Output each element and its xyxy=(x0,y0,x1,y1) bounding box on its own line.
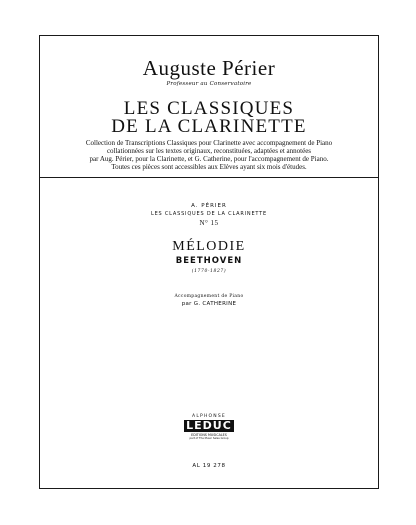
publisher-logo xyxy=(184,414,234,452)
logo-main-text: LEDUC xyxy=(184,420,234,432)
series-header-panel xyxy=(40,36,378,178)
series-title-line-2: DE LA CLARINETTE xyxy=(111,116,307,137)
series-title-line-1: LES CLASSIQUES xyxy=(123,98,295,119)
description-line: collationnées sur les textes originaux, reconstituées, adaptées et annotées xyxy=(106,147,312,155)
work-title: MÉLODIE xyxy=(172,239,246,254)
description-line: Toutes ces pièces sont accessibles aux Elèves ayant six mois d'études. xyxy=(111,163,307,171)
collection-name: LES CLASSIQUES DE LA CLARINETTE xyxy=(150,211,267,217)
work-author: A. PÉRIER xyxy=(191,203,227,209)
author-name: Auguste Périer xyxy=(142,56,276,80)
description-line: Collection de Transcriptions Classiques pour Clarinette avec accompagnement de Piano xyxy=(85,139,333,147)
accompaniment-label: Accompagnement de Piano xyxy=(174,294,244,299)
logo-sub-text: EDITIONS MUSICALES xyxy=(191,433,227,437)
series-description xyxy=(40,139,378,171)
author-role: Professeur au Conservatoire xyxy=(166,81,252,87)
composer-dates: (1770-1827) xyxy=(191,269,227,274)
arranger-name: par G. CATHERINE xyxy=(181,301,237,307)
cover-frame xyxy=(39,35,379,489)
description-line: par Aug. Périer, pour la Clarinette, et G. Catherine, pour l'accompagnement de Piano. xyxy=(89,155,329,163)
logo-group-text: part of The Music Sales Group xyxy=(189,437,229,440)
work-number: N° 15 xyxy=(199,219,219,227)
logo-top-text: ALPHONSE xyxy=(192,414,226,419)
catalog-number: AL 19 278 xyxy=(192,463,226,469)
composer-name: BEETHOVEN xyxy=(175,256,243,266)
